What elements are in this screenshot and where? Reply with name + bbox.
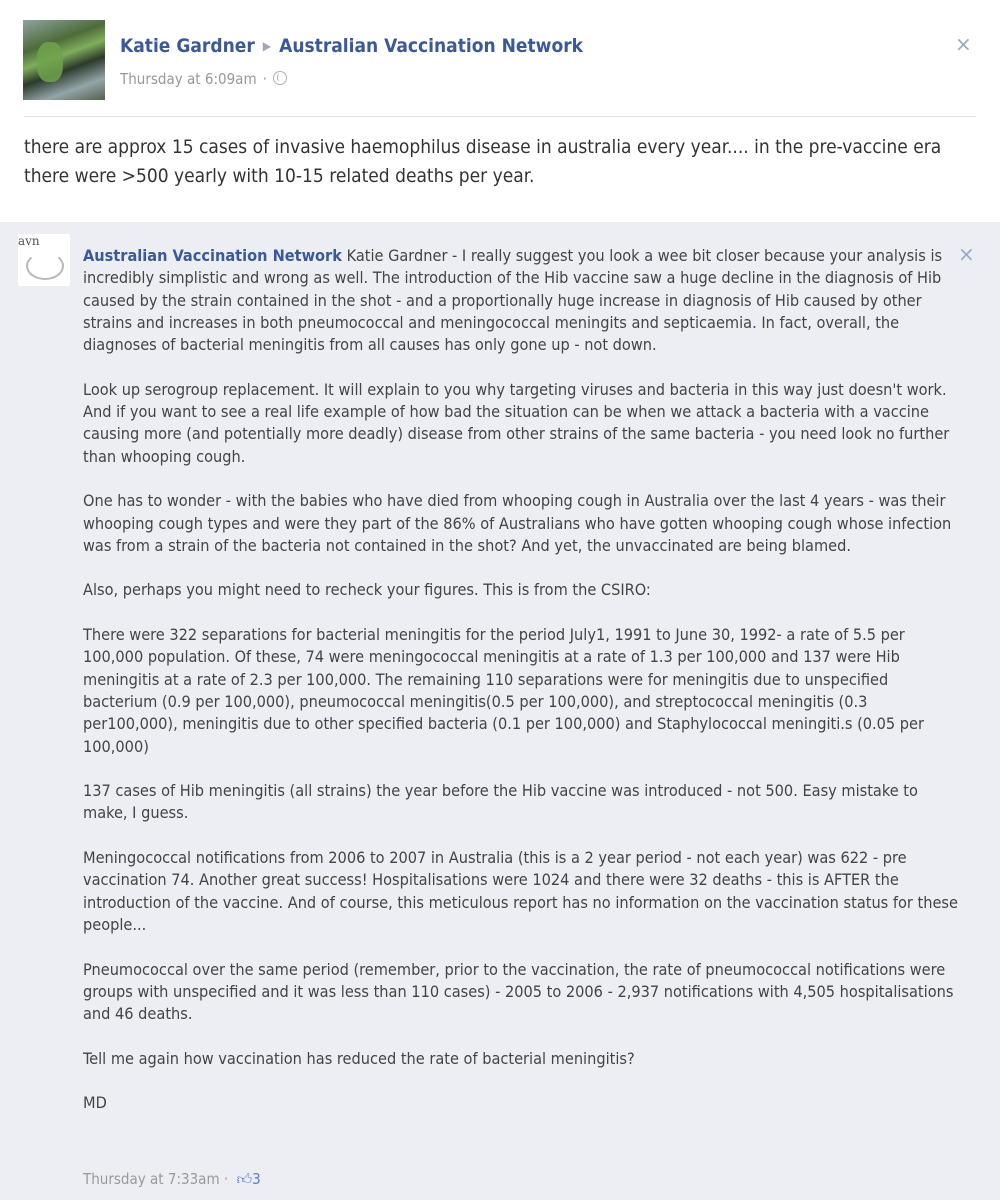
post-header (120, 35, 583, 57)
globe-icon[interactable] (273, 71, 287, 85)
like-count[interactable]: 3 (252, 1170, 261, 1188)
target-page-link[interactable]: Australian Vaccination Network (279, 35, 584, 57)
comment-author-link[interactable]: Australian Vaccination Network (83, 246, 342, 265)
post-timestamp[interactable]: Thursday at 6:09am (120, 70, 257, 88)
logo-swirl-icon (26, 252, 64, 280)
comment-paragraph: Meningococcal notifications from 2006 to 2007 in Australia (this is a 2 year period - not each year) was 622 - pre vaccination 74. Another great success! Hospitalisations were 1024 and there were 32 deaths - this is AFTER the introduction of the vaccine. And of course, this meticulous report has no information on the vaccination status for these people... (83, 848, 958, 934)
meta-separator: · (223, 1170, 229, 1188)
comment-paragraph: 137 cases of Hib meningitis (all strains) the year before the Hib vaccine was introduced - not 500. Easy mistake to make, I guess. (83, 781, 918, 823)
comment-paragraph (83, 245, 963, 356)
comment-signature: MD (83, 1093, 107, 1113)
comment-paragraph: Pneumococcal over the same period (remember, prior to the vaccination, the rate of pneumococcal notifications were groups with unspecified and it was less than 110 cases) - 2005 to 2006 - 2,937 notifications with 4,505 hospitalisations and 46 deaths. (83, 959, 954, 1024)
thumbs-up-icon[interactable]: 👍︎ (236, 1170, 253, 1188)
comment-paragraph: Also, perhaps you might need to recheck your figures. This is from the CSIRO: (83, 580, 651, 600)
comment-avatar[interactable] (18, 234, 70, 286)
comment-timestamp[interactable]: Thursday at 7:33am (83, 1170, 220, 1188)
comment-text: Katie Gardner - I really suggest you look a wee bit closer because your analysis is incredibly simplistic and wrong as well. The introduction of the Hib vaccine saw a huge decline in the diagnosis of Hib caused by the strain contained in the shot - and a proportionally huge increase in diagnosis of Hib caused by other strains and increases in both pneumococcal and meningococcal meningits and septicaemia. In fact, overall, the diagnoses of bacterial meningitis from all causes has only gone up - not down. (83, 246, 943, 355)
author-avatar[interactable] (23, 20, 105, 100)
comment-paragraph: There were 322 separations for bacterial meningitis for the period July1, 1991 to June 30, 1992- a rate of 5.5 per 100,000 population. Of these, 74 were meningococcal meningitis at a rate of 1.3 per 100,000 and 137 were Hib meningitis at a rate of 2.3 per 100,000. The remaining 110 separations were for meningitis due to unspecified bacterium (0.9 per 100,000), pneumococcal meningitis(0.5 per 100,000), and streptococcal meningitis (0.3 per100,000), meningitis due to other specified bacteria (0.1 per 100,000) and Staphylococcal meningiti.s (0.05 per 100,000) (83, 625, 924, 756)
post-text: there are approx 15 cases of invasive haemophilus disease in australia every year.... in the pre-vaccine era there were >500 yearly with 10-15 related deaths per year. (24, 136, 942, 187)
author-link[interactable]: Katie Gardner (120, 35, 255, 57)
post-meta (120, 70, 287, 88)
comment-paragraph: One has to wonder - with the babies who have died from whooping cough in Australia over the last 4 years - was their whooping cough types and were they part of the 86% of Australians who have gotten whooping cough whose infection was from a strain of the bacteria not contained in the shot? And yet, the unvaccinated are being blamed. (83, 491, 952, 555)
comment-paragraph: Look up serogroup replacement. It will explain to you why targeting viruses and bacteria in this way just doesn't work. And if you want to see a real life example of how bad the situation can be when we attack a bacteria with a vaccine causing more (and potentially more deadly) disease from other strains of the same bacteria - you need look no further than whooping cough. (83, 379, 950, 466)
close-comment-button[interactable]: × (958, 242, 975, 266)
comment-paragraph: Tell me again how vaccination has reduced the rate of bacterial meningitis? (83, 1048, 635, 1068)
avatar-logo-text: avn (18, 234, 40, 248)
comment-meta (83, 1170, 261, 1189)
comment (0, 222, 1000, 1200)
meta-separator: · (262, 70, 267, 88)
comment-body (83, 245, 963, 1115)
close-post-button[interactable]: × (955, 32, 972, 56)
divider (24, 116, 976, 117)
triangle-right-icon: ▶ (262, 39, 272, 53)
post (0, 0, 1000, 216)
